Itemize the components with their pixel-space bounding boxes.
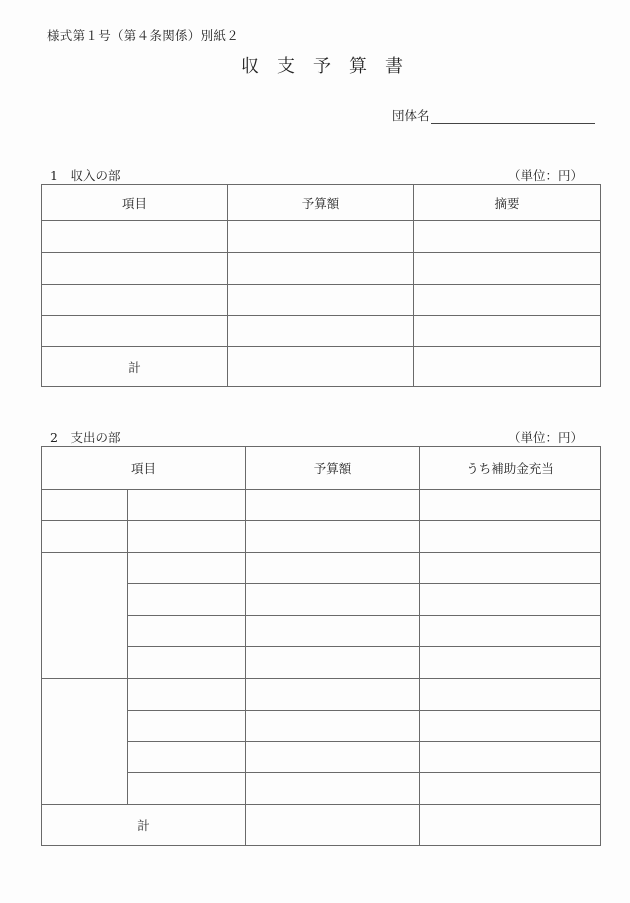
income-item-cell[interactable] <box>42 253 228 285</box>
expense-budget-cell[interactable] <box>246 711 420 742</box>
table-row <box>42 316 601 347</box>
expense-subitem-cell[interactable] <box>128 521 246 553</box>
income-budget-cell[interactable] <box>228 221 414 253</box>
document-title <box>0 52 630 78</box>
income-section-label: 1 収入の部 <box>50 168 121 183</box>
expense-budget-cell[interactable] <box>246 490 420 521</box>
title-char: 予 <box>313 56 331 77</box>
table-row <box>42 221 601 253</box>
expense-subsidy-cell[interactable] <box>420 616 601 647</box>
expense-budget-cell[interactable] <box>246 679 420 711</box>
expense-total-budget-cell[interactable] <box>246 805 420 846</box>
table-row <box>42 553 601 584</box>
expense-subsidy-cell[interactable] <box>420 490 601 521</box>
expense-table <box>41 446 601 846</box>
organization-name-label: 団体名 <box>392 108 430 123</box>
expense-subitem-cell[interactable] <box>128 490 246 521</box>
income-item-cell[interactable] <box>42 285 228 316</box>
expense-col-subsidy: うち補助金充当 <box>420 447 601 490</box>
table-row <box>42 521 601 553</box>
income-col-summary: 摘要 <box>414 185 601 221</box>
income-summary-cell[interactable] <box>414 316 601 347</box>
title-char: 書 <box>385 56 403 77</box>
expense-unit-label: （単位：円） <box>508 430 584 445</box>
expense-col-item: 項目 <box>42 447 246 490</box>
organization-name-blank[interactable] <box>431 109 595 124</box>
expense-total-label: 計 <box>42 805 246 846</box>
income-unit-label: （単位：円） <box>508 168 584 183</box>
income-col-budget: 予算額 <box>228 185 414 221</box>
income-total-label: 計 <box>42 347 228 387</box>
expense-subitem-cell[interactable] <box>128 584 246 616</box>
income-total-budget-cell[interactable] <box>228 347 414 387</box>
income-table <box>41 184 601 387</box>
expense-budget-cell[interactable] <box>246 521 420 553</box>
expense-col-budget: 予算額 <box>246 447 420 490</box>
table-row <box>42 285 601 316</box>
expense-total-subsidy-cell[interactable] <box>420 805 601 846</box>
form-number: 様式第１号（第４条関係）別紙２ <box>47 28 240 43</box>
expense-budget-cell[interactable] <box>246 616 420 647</box>
expense-subsidy-cell[interactable] <box>420 647 601 679</box>
expense-subitem-cell[interactable] <box>128 553 246 584</box>
expense-subitem-cell[interactable] <box>128 679 246 711</box>
expense-subsidy-cell[interactable] <box>420 711 601 742</box>
expense-category-cell[interactable] <box>42 679 128 805</box>
table-row <box>42 253 601 285</box>
expense-subsidy-cell[interactable] <box>420 521 601 553</box>
expense-subsidy-cell[interactable] <box>420 679 601 711</box>
table-row <box>42 679 601 711</box>
income-item-cell[interactable] <box>42 221 228 253</box>
organization-name-field <box>392 106 595 124</box>
expense-subitem-cell[interactable] <box>128 711 246 742</box>
expense-subsidy-cell[interactable] <box>420 584 601 616</box>
expense-subitem-cell[interactable] <box>128 742 246 773</box>
table-row <box>42 490 601 521</box>
income-summary-cell[interactable] <box>414 285 601 316</box>
income-summary-cell[interactable] <box>414 221 601 253</box>
expense-subsidy-cell[interactable] <box>420 742 601 773</box>
income-total-row <box>42 347 601 387</box>
expense-category-cell[interactable] <box>42 490 128 521</box>
expense-subsidy-cell[interactable] <box>420 553 601 584</box>
expense-category-cell[interactable] <box>42 521 128 553</box>
expense-category-cell[interactable] <box>42 553 128 679</box>
expense-total-row <box>42 805 601 846</box>
expense-budget-cell[interactable] <box>246 647 420 679</box>
income-budget-cell[interactable] <box>228 316 414 347</box>
income-budget-cell[interactable] <box>228 285 414 316</box>
expense-subitem-cell[interactable] <box>128 773 246 805</box>
expense-subitem-cell[interactable] <box>128 616 246 647</box>
title-char: 算 <box>349 56 367 77</box>
title-char: 支 <box>277 56 295 77</box>
income-summary-cell[interactable] <box>414 253 601 285</box>
expense-subitem-cell[interactable] <box>128 647 246 679</box>
expense-budget-cell[interactable] <box>246 584 420 616</box>
income-budget-cell[interactable] <box>228 253 414 285</box>
title-char: 収 <box>241 56 259 77</box>
income-header-row <box>42 185 601 221</box>
income-total-summary-cell[interactable] <box>414 347 601 387</box>
expense-budget-cell[interactable] <box>246 742 420 773</box>
expense-budget-cell[interactable] <box>246 553 420 584</box>
income-col-item: 項目 <box>42 185 228 221</box>
expense-subsidy-cell[interactable] <box>420 773 601 805</box>
income-item-cell[interactable] <box>42 316 228 347</box>
expense-section-label: 2 支出の部 <box>50 430 121 445</box>
expense-budget-cell[interactable] <box>246 773 420 805</box>
expense-header-row <box>42 447 601 490</box>
